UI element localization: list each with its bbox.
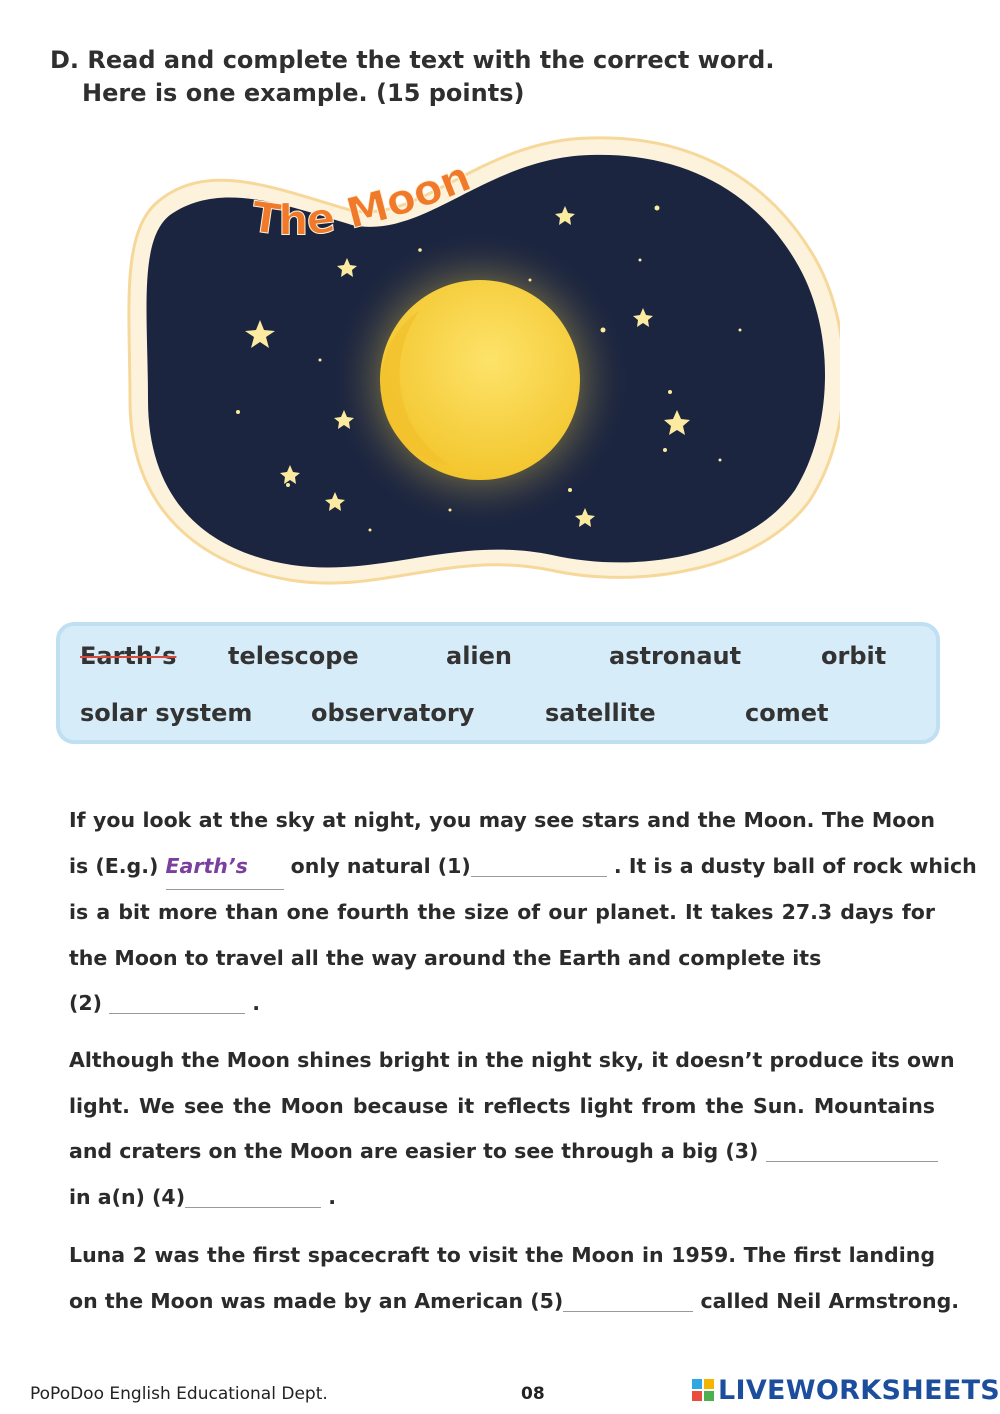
answer-blank-3[interactable] [766,1139,938,1162]
answer-blank-2[interactable] [109,991,245,1014]
text-line: on the Moon was made by an American (5) called Neil Armstrong. [69,1288,960,1313]
word-bank-item: observatory [311,699,475,727]
answer-blank-1[interactable] [471,854,607,877]
illustration-title: The Moon [248,151,478,245]
heading-line-2: Here is one example. (15 points) [82,79,525,107]
moon-icon [380,280,580,480]
text-line: and craters on the Moon are easier to see through a big (3) [69,1129,935,1175]
liveworksheets-logo-icon [692,1379,714,1401]
text-line: (2) . [69,991,261,1015]
text-line: in a(n) (4) . [69,1184,337,1209]
text-line: light. We see the Moon because it reflects light from the Sun. Mountains [69,1093,935,1118]
text-line: is a bit more than one fourth the size of our planet. It takes 27.3 days for [69,900,935,924]
paragraph-1 [69,798,977,1027]
liveworksheets-brand[interactable] [692,1372,1000,1408]
text-line: the Moon to travel all the way around the Earth and complete its [69,945,822,970]
page-number: 08 [521,1384,545,1404]
moon-illustration [120,130,840,600]
word-bank-item: satellite [545,699,656,727]
text-line: If you look at the sky at night, you may see stars and the Moon. The Moon [69,808,935,832]
word-bank-item: orbit [821,642,887,670]
word-bank-item: comet [745,699,829,727]
answer-blank-4[interactable] [185,1185,321,1208]
word-bank-item: astronaut [609,642,742,670]
text-line: is (E.g.) Earth’s only natural (1) . It is a dusty ball of rock which [69,844,935,891]
paragraph-2 [69,1038,955,1220]
answer-blank-5[interactable] [563,1289,693,1312]
paragraph-3 [69,1233,960,1324]
word-bank [56,622,940,744]
word-bank-item-example: Earth’s [80,642,177,670]
word-bank-item: alien [446,642,513,670]
example-answer: Earth’s [166,844,284,891]
word-bank-item: telescope [228,642,359,670]
instructions-heading [50,44,950,110]
text-line: Luna 2 was the first spacecraft to visit the Moon in 1959. The first landing [69,1243,935,1267]
brand-name: LIVEWORKSHEETS [718,1374,1000,1406]
publisher-credit: PoPoDoo English Educational Dept. [30,1384,328,1404]
text-line: Although the Moon shines bright in the night sky, it doesn’t produce its own [69,1048,955,1072]
heading-line-1: D. Read and complete the text with the correct word. [50,46,775,74]
word-bank-item: solar system [80,699,253,727]
